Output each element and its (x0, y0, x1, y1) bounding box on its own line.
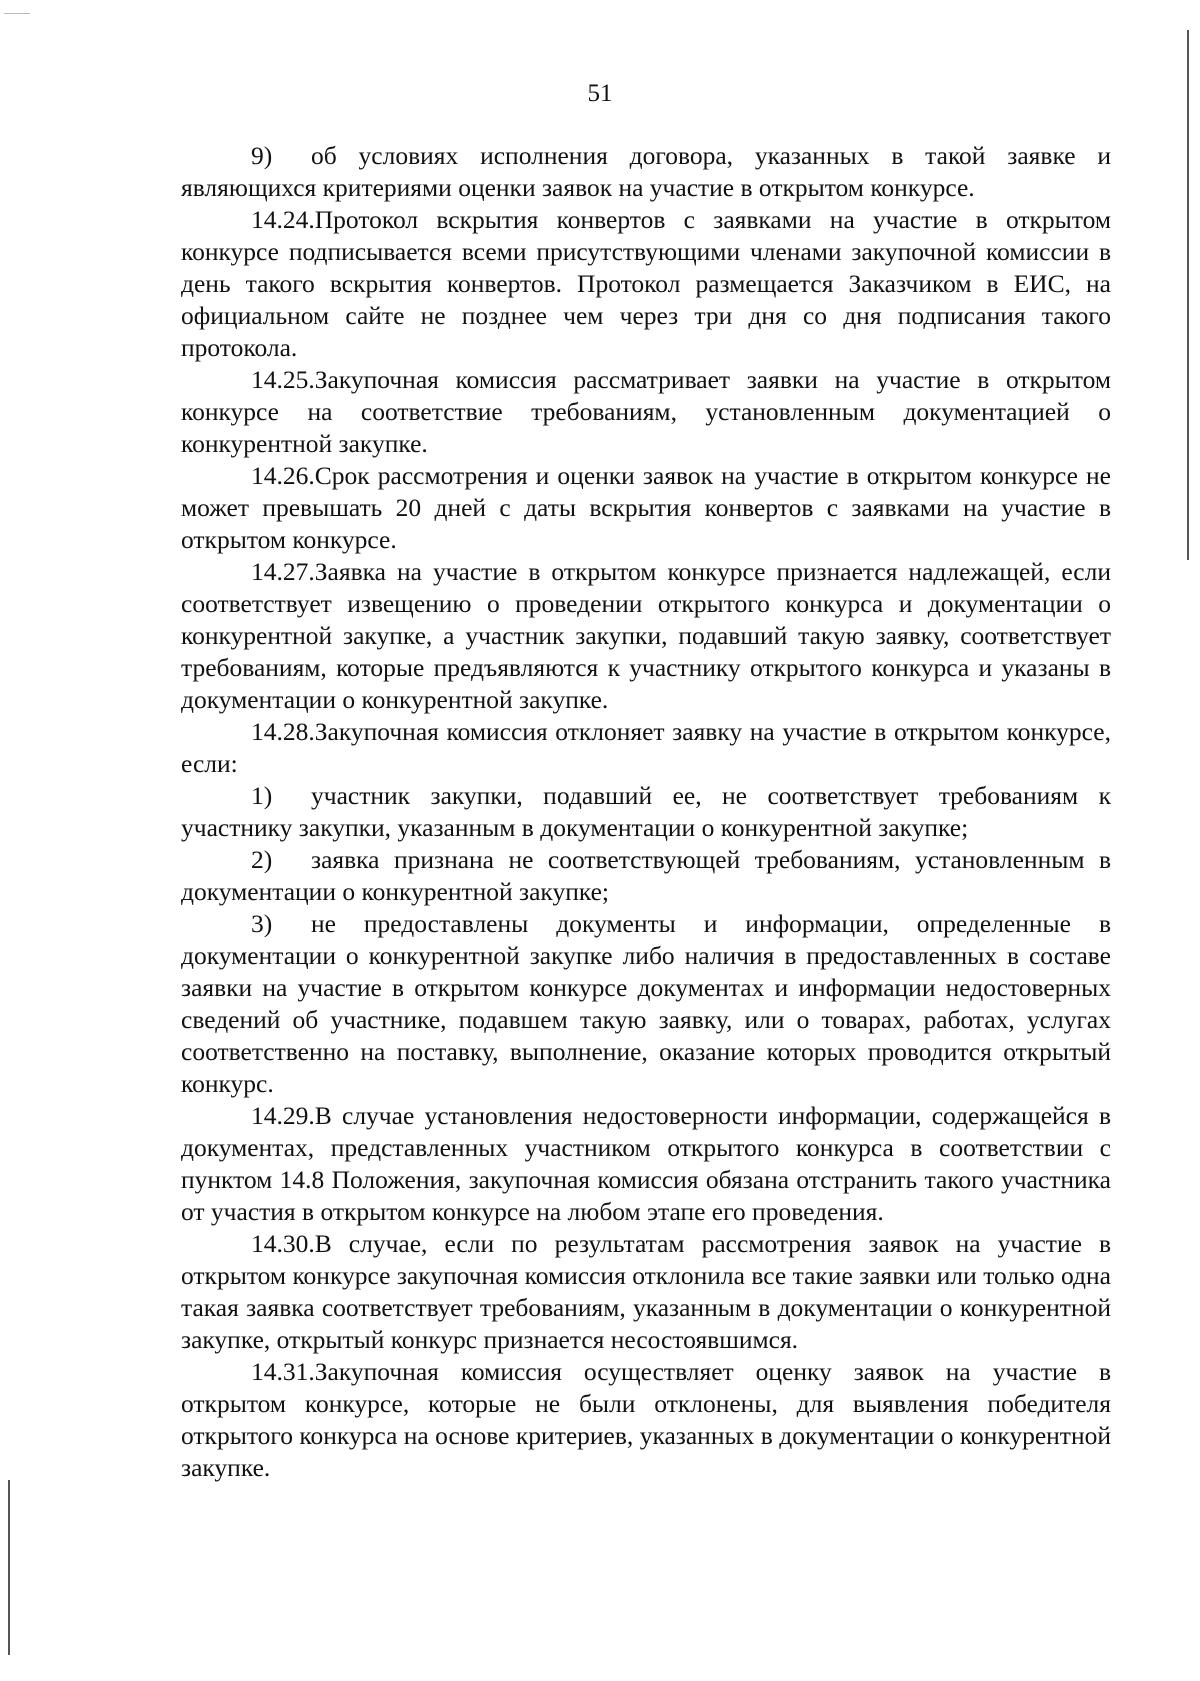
scan-edge-line-right (1187, 30, 1189, 560)
scan-edge-mark (4, 13, 30, 14)
clause-14-25: 14.25.Закупочная комиссия рассматривает заявки на участие в открытом конкурсе на соответствие требованиям, установленным документацией о конкурентной закупке. (181, 365, 1111, 458)
clause-14-26: 14.26.Срок рассмотрения и оценки заявок на участие в открытом конкурсе не может превышать 20 дней с даты вскрытия конвертов с заявками на участие в открытом конкурсе. (181, 461, 1111, 554)
list-item-9 (181, 140, 1111, 204)
list-item-text: об условиях исполнения договора, указанных в такой заявке и являющихся критериями оценки заявок на участие в открытом конкурсе. (181, 141, 1111, 202)
list-item-text: не предоставлены документы и информации, определенные в документации о конкурентной закупке либо наличия в предоставленных в составе заявки на участие в открытом конкурсе документах и информации недостоверных сведений об участнике, подавшем такую заявку, или о товарах, работах, услугах соответственно на поставку, выполнение, оказание которых проводится открытый конкурс. (181, 909, 1111, 1098)
clause-14-27: 14.27.Заявка на участие в открытом конкурсе признается надлежащей, если соответствует извещению о проведении открытого конкурса и документации о конкурентной закупке, а участник закупки, подавший такую заявку, соответствует требованиям, которые предъявляются к участнику открытого конкурса и указаны в документации о конкурентной закупке. (181, 557, 1111, 714)
clause-14-30: 14.30.В случае, если по результатам рассмотрения заявок на участие в открытом конкурсе закупочная комиссия отклонила все такие заявки или только одна такая заявка соответствует требованиям, указанным в документации о конкурентной закупке, открытый конкурс признается несостоявшимся. (181, 1229, 1111, 1354)
scan-edge-line-left (8, 1480, 10, 1655)
clause-14-28: 14.28.Закупочная комиссия отклоняет заявку на участие в открытом конкурсе, если: (181, 717, 1111, 778)
list-item-2 (181, 844, 1111, 908)
list-item-number: 3) (251, 909, 273, 938)
clause-14-29: 14.29.В случае установления недостоверности информации, содержащейся в документах, представленных участником открытого конкурса в соответствии с пунктом 14.8 Положения, закупочная комиссия обязана отстранить такого участника от участия в открытом конкурсе на любом этапе его проведения. (181, 1101, 1111, 1226)
clause-14-24: 14.24.Протокол вскрытия конвертов с заявками на участие в открытом конкурсе подписывается всеми присутствующими членами закупочной комиссии в день такого вскрытия конвертов. Протокол размещается Заказчиком в ЕИС, на официальном сайте не позднее чем через три дня со дня подписания такого протокола. (181, 205, 1111, 362)
list-item-text: заявка признана не соответствующей требованиям, установленным в документации о конкурентной закупке; (181, 845, 1111, 906)
clause-14-31: 14.31.Закупочная комиссия осуществляет оценку заявок на участие в открытом конкурсе, которые не были отклонены, для выявления победителя открытого конкурса на основе критериев, указанных в документации о конкурентной закупке. (181, 1357, 1111, 1482)
list-item-text: участник закупки, подавший ее, не соответствует требованиям к участнику закупки, указанным в документации о конкурентной закупке; (181, 781, 1111, 842)
document-body (181, 140, 1111, 1484)
list-item-1 (181, 780, 1111, 844)
list-item-number: 1) (251, 781, 273, 810)
list-item-3 (181, 908, 1111, 1100)
page-number: 51 (587, 80, 613, 107)
list-item-number: 9) (251, 141, 273, 170)
list-item-number: 2) (251, 845, 273, 874)
